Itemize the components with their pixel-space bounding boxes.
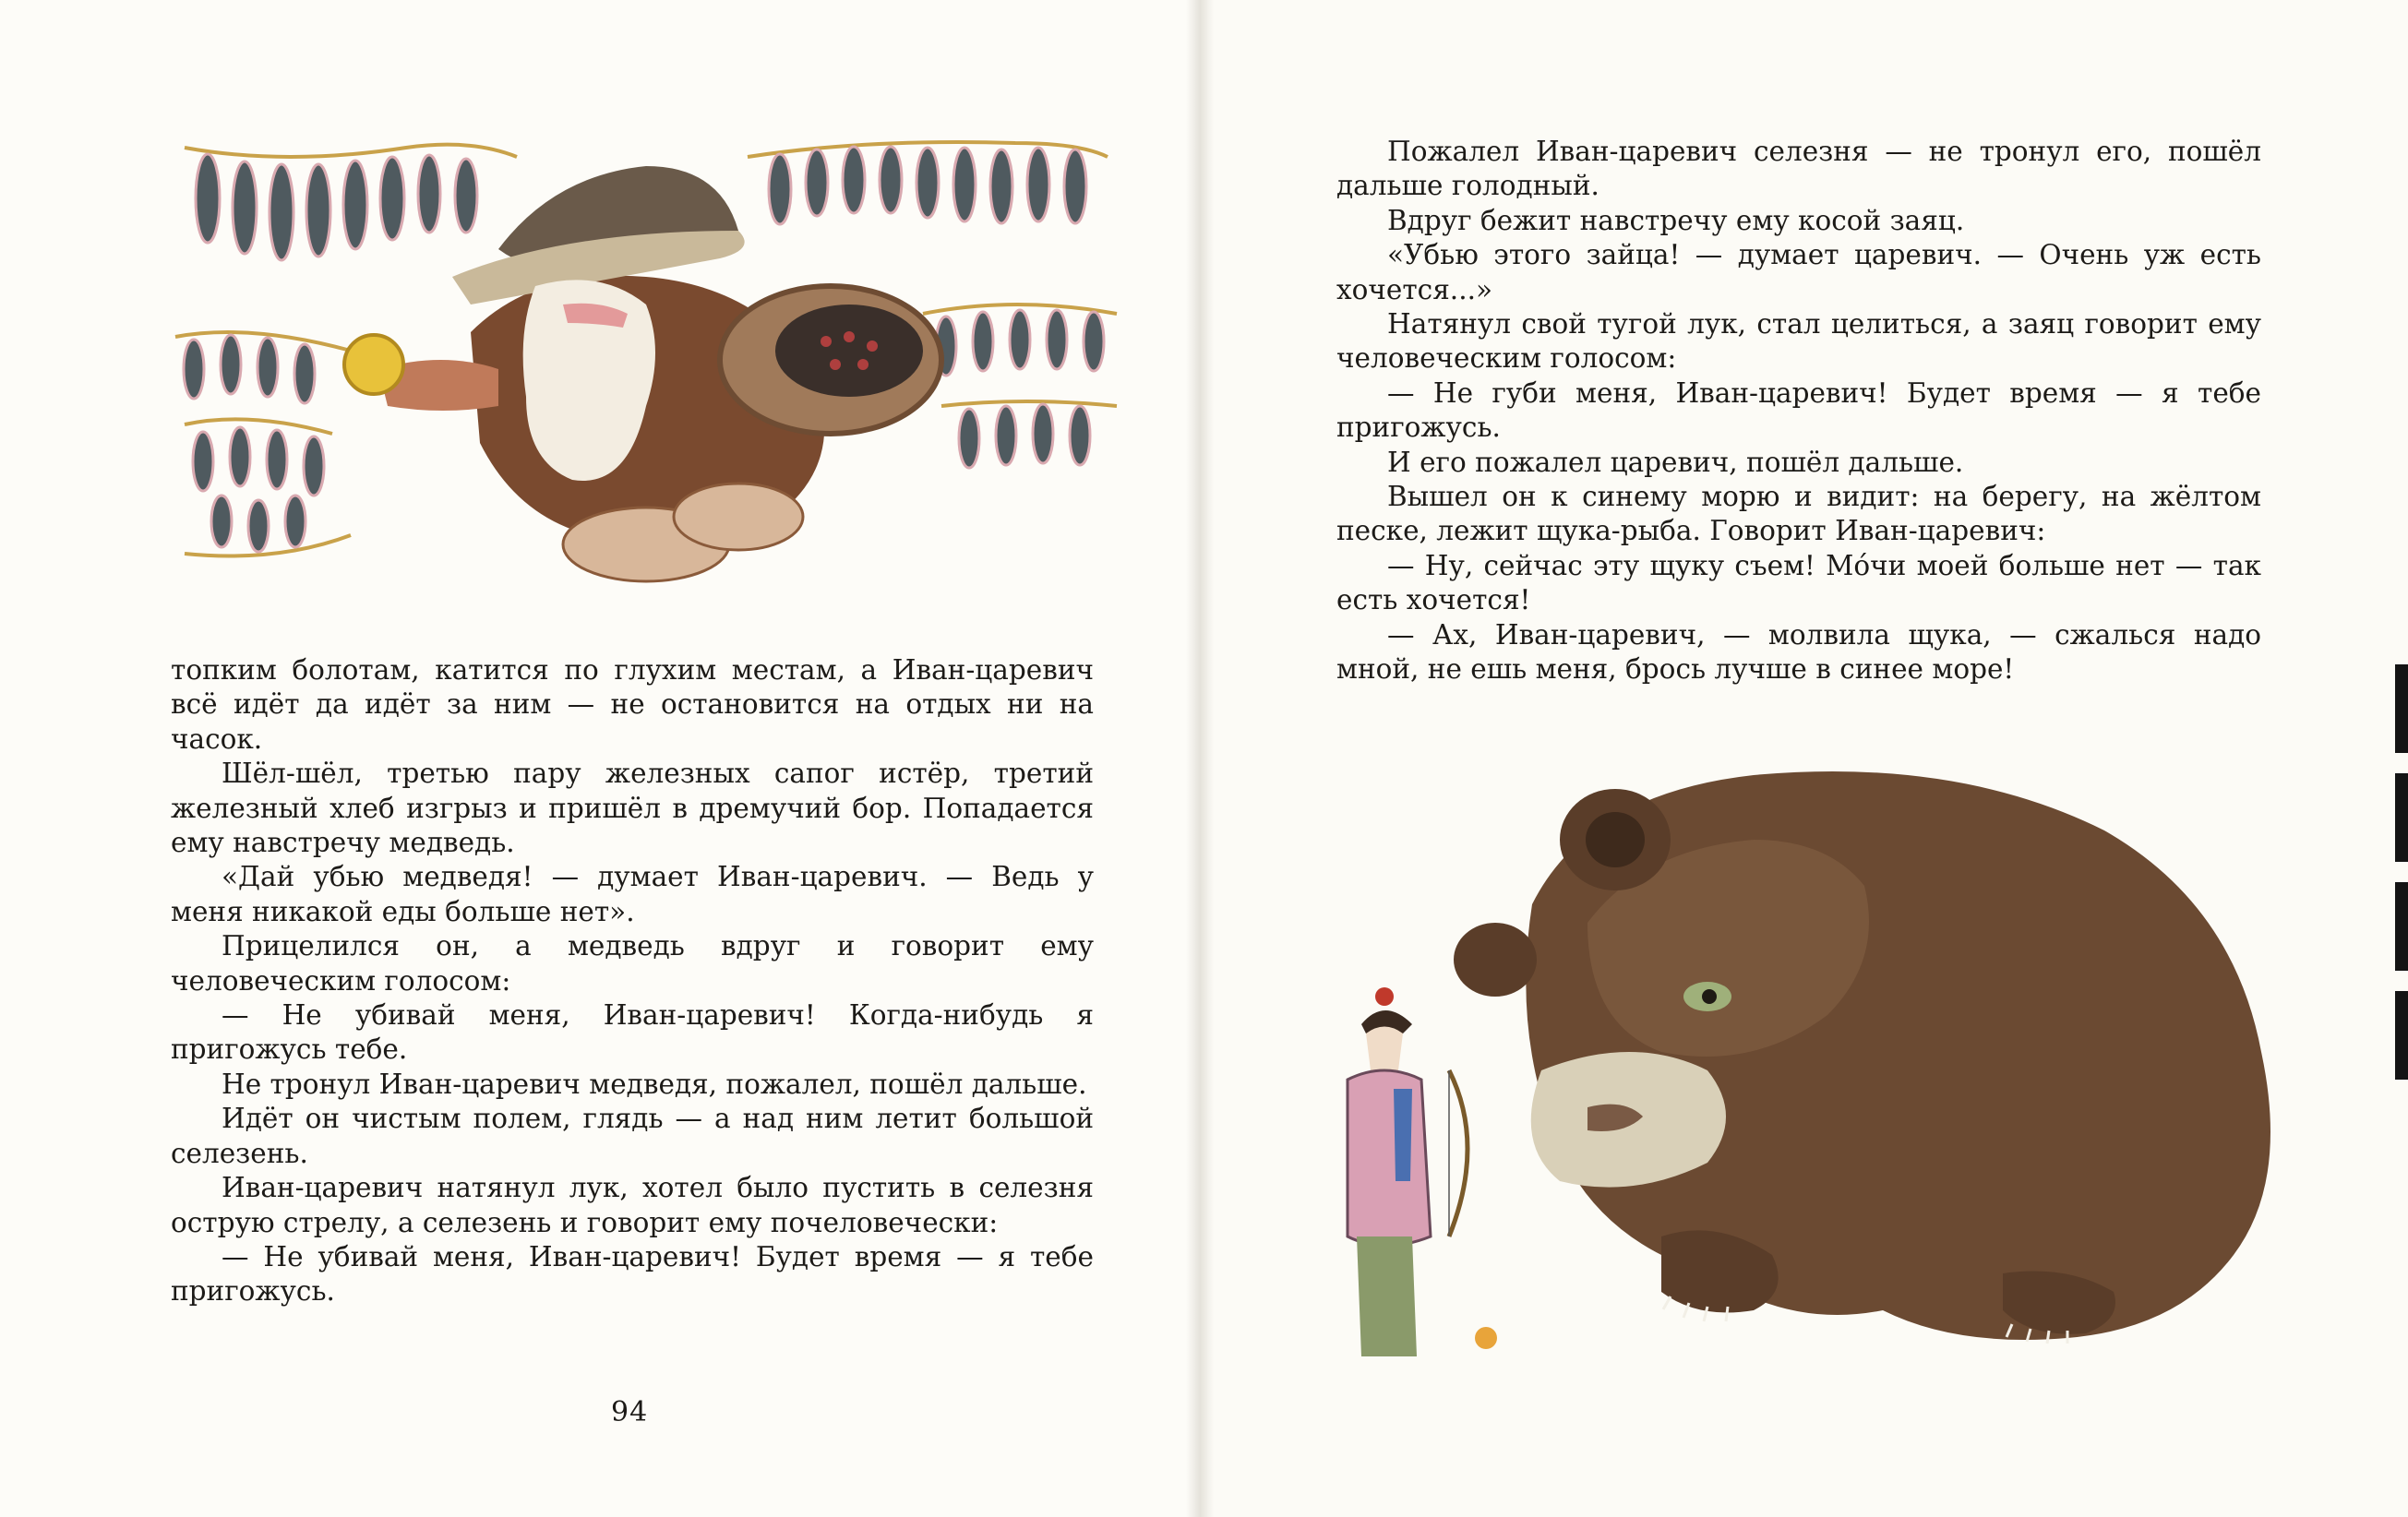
right-paragraph-3: «Убью этого зайца! — думает царевич. — Очень уж есть хочется...» — [1336, 239, 2261, 305]
right-paragraph-4: Натянул свой тугой лук, стал целиться, а заяц говорит ему человеческим голосом: — [1336, 308, 2261, 375]
left-paragraph-5: — Не убивай меня, Иван-царевич! Когда-нибудь я пригожусь тебе. — [171, 999, 1094, 1066]
right-paragraph-2: Вдруг бежит навстречу ему косой заяц. — [1387, 204, 1965, 236]
left-paragraph-9: — Не убивай меня, Иван-царевич! Будет время — я тебе пригожусь. — [171, 1240, 1094, 1308]
left-paragraph-1: топким болотам, катится по глухим местам, а Иван-царевич всё идёт да идёт за ним — не остановится на отдых ни на часок. — [171, 654, 1094, 755]
left-page-text — [171, 653, 1094, 1309]
book-gutter — [1186, 0, 1214, 1517]
bear-figure — [1454, 771, 2270, 1344]
right-paragraph-1: Пожалел Иван-царевич селезня — не тронул его, пошёл дальше голодный. — [1336, 136, 2261, 202]
right-page-text — [1336, 135, 2261, 687]
left-paragraph-3: «Дай убью медведя! — думает Иван-царевич. — Ведь у меня никакой еды больше нет». — [171, 861, 1094, 927]
old-man-illustration — [166, 129, 1126, 591]
left-paragraph-2: Шёл-шёл, третью пару железных сапог истёр, третий железный хлеб изгрыз и пришёл в дремучий бор. Попадается ему навстречу медведь. — [171, 758, 1094, 859]
left-paragraph-6: Не тронул Иван-царевич медведя, пожалел, пошёл дальше. — [222, 1068, 1087, 1100]
ivan-tsarevich-figure — [1348, 987, 1497, 1356]
right-paragraph-9: — Ах, Иван-царевич, — молвила щука, — сжалься надо мной, не ешь меня, брось лучше в синее море! — [1336, 618, 2261, 686]
right-paragraph-8: — Ну, сейчас эту щуку съем! Мо́чи моей больше нет — так есть хочется! — [1336, 549, 2261, 616]
page-edge-tabs — [2395, 664, 2408, 1144]
page-number: 94 — [611, 1396, 649, 1428]
bear-illustration — [1311, 720, 2363, 1384]
left-paragraph-4: Прицелился он, а медведь вдруг и говорит ему человеческим голосом: — [171, 930, 1094, 997]
right-paragraph-6: И его пожалел царевич, пошёл дальше. — [1387, 446, 1964, 478]
left-paragraph-8: Иван-царевич натянул лук, хотел было пустить в селезня острую стрелу, а селезень и говорит ему почеловечески: — [171, 1172, 1094, 1238]
right-paragraph-5: — Не губи меня, Иван-царевич! Будет время — я тебе пригожусь. — [1336, 376, 2261, 444]
right-paragraph-7: Вышел он к синему морю и видит: на берегу, на жёлтом песке, лежит щука-рыба. Говорит Иван-царевич: — [1336, 481, 2261, 547]
left-paragraph-7: Идёт он чистым полем, глядь — а над ним летит большой селезень. — [171, 1103, 1094, 1169]
